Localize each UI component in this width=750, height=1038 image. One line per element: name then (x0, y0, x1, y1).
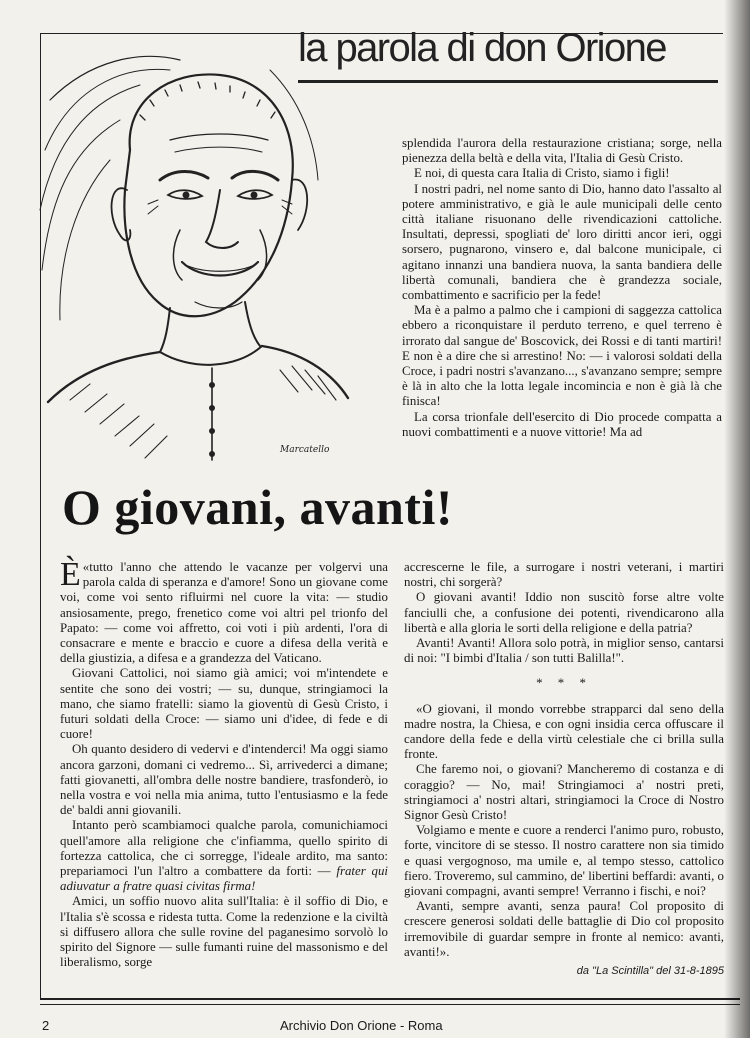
top-paragraph: La corsa trionfale dell'esercito di Dio procede compatta a nuovi combattimenti e a nuove vittorie! Ma ad (402, 409, 722, 439)
drop-cap: È (60, 556, 81, 593)
top-paragraph: I nostri padri, nel nome santo di Dio, hanno dato l'assalto al potere amministrativo, e già le aule municipali delle cento città italiane risuonano delle rivendicazioni cattoliche. Insultati, depressi, spogliati de' loro diritti ancor ieri, oggi sorsero, pugnarono, vinsero e, dal balcone municipale, ci agitano innanzi una bandiera nuova, la santa bandiera delle libertà comunali, bandiera che è grandezza sociale, combattimento e sacrificio per la fede! (402, 181, 722, 303)
portrait-drawing (30, 40, 350, 480)
left-paragraph-4: Intanto però scambiamoci qualche parola, comunichiamoci quell'amore alla religione che c'infiamma, quello spirito di fortezza cattolica, che ci sorregge, l'ideale ardito, ma santo: prepariamoci l'un l'altro a combattere da forti: — frater qui adiuvatur a fratre quasi civitas firma! (60, 818, 388, 894)
archive-caption: Archivio Don Orione - Roma (280, 1018, 443, 1033)
right-paragraph-3: Avanti! Avanti! Allora solo potrà, in miglior senso, cantarsi di noi: "I bimbi d'Italia / son tutti Balilla!". (404, 636, 724, 666)
left-paragraph-5: Amici, un soffio nuovo alita sull'Italia: è il soffio di Dio, e l'Italia s'è scossa e ridesta tutta. Come la redenzione e la civiltà si diffusero allora che sulle rovine del paganesimo sorvolò lo spirito del Signore — sulle fumanti ruine del massonismo e del liberalismo, sorge (60, 894, 388, 970)
left-paragraph-1: « È tutto l'anno che attendo le vacanze per volgervi una parola calda di speranza e d'amore! Sono un giovane come voi, come voi sento rifluirmi nel cuore la vita: — studio ansiosamente, prego, frenetico come voi altri pel trionfo del Papato: — come voi affretto, coi voti i più ardenti, l'ora di consacrare e mente e braccio e cuore a difesa della verità e della giustizia, a difesa e a grandezza del Vaticano. (60, 556, 388, 666)
footer-rule (40, 1004, 740, 1005)
left-paragraph-2: Giovani Cattolici, noi siamo già amici; voi m'intendete e sentite che sono dei vostri; — su, dunque, stringiamoci la mano, che siamo fratelli: siamo la gioventù di Gesù Cristo, i futuri soldati della Croce: — siamo uni d'idee, di fede e di cuore! (60, 666, 388, 742)
top-paragraph: splendida l'aurora della restaurazione cristiana; sorge, nella pienezza della beltà e della vita, l'Italia di Gesù Cristo. (402, 136, 722, 166)
section-header-title: la parola di don Orione (298, 26, 666, 70)
left-paragraph-3: Oh quanto desidero di vedervi e d'intenderci! Ma oggi siamo ancora garzoni, domani ci vedremo... Sì, arrivederci a dimane; fatti giovanetti, all'ombra delle nostre bandiere, trasfonderò, io nella vostra e voi nella mia anima, tutto l'entusiasmo e la fede de' baldi anni giovanili. (60, 742, 388, 818)
top-column (402, 136, 722, 440)
source-citation: da "La Scintilla" del 31-8-1895 (576, 965, 724, 978)
page-number: 2 (42, 1018, 50, 1033)
latin-quote: frater qui adiuvatur a fratre quasi civitas firma! (60, 864, 388, 894)
top-paragraph: E noi, di questa cara Italia di Cristo, siamo i figli! (414, 166, 670, 181)
right-paragraph-2: O giovani avanti! Iddio non suscitò forse altre volte fanciulli che, a confusione dei potenti, rivendicarono alla libertà e alla gloria le sorti della religione e della patria? (404, 590, 724, 635)
footer-rule (40, 998, 740, 1000)
right-paragraph-5: Che faremo noi, o giovani? Mancheremo di costanza e di coraggio? — No, mai! Stringiamoci a' nostri preti, stringiamoci a' nostri altari, stringiamoci la Croce di Nostro Signor Gesù Cristo! (404, 762, 724, 823)
right-paragraph-7: Avanti, sempre avanti, senza paura! Col proposito di crescere generosi soldati delle battaglie di Dio col proposito irremovibile di guardar sempre in fronte al nemico: avanti, avanti!». (404, 899, 724, 959)
artist-signature: Marcatello (280, 445, 330, 455)
right-paragraph-6: Volgiamo e mente e cuore a renderci l'animo puro, robusto, forte, vincitore di se stesso. Il nostro carattere non sia timido e quasi vergognoso, ma umile e, al tempo stesso, cattolico fiero. Troveremo, sul cammino, de' libertini beffardi: avanti, o giovani compagni, avanti sempre! Verranno i fischi, e noi? (404, 823, 724, 899)
top-paragraph: Ma è a palmo a palmo che i campioni di saggezza cattolica ebbero a riconquistare il perduto terreno, e quel terreno è irrorato dal sangue de' Boscovick, dei Rossi e di tanti martiri! E non è a dire che si arrestino! No: — i valorosi soldati della Croce, i padri nostri s'avanzano..., s'avanzano sempre; sempre è là in alto che la lotta legale incomincia e non è già là che finisca! (402, 303, 722, 409)
header-rule (298, 80, 718, 83)
right-paragraph-1: accrescerne le file, a surrogare i nostri veterani, i martiri nostri, chi sorgerà? (404, 560, 724, 590)
section-separator: * * * (536, 676, 592, 691)
page-edge-shadow (724, 0, 750, 1038)
article-headline: O giovani, avanti! (62, 479, 453, 535)
portrait-illustration (30, 40, 350, 480)
right-paragraph-4: «O giovani, il mondo vorrebbe strapparci dal seno della madre nostra, la Chiesa, e con ogni insidia cerca offuscare il candore della fede e della virtù celestiale che ci brilla sulla fronte. (404, 701, 724, 762)
opening-quote: « (82, 560, 90, 574)
left-column (60, 556, 388, 970)
right-column (404, 560, 724, 979)
